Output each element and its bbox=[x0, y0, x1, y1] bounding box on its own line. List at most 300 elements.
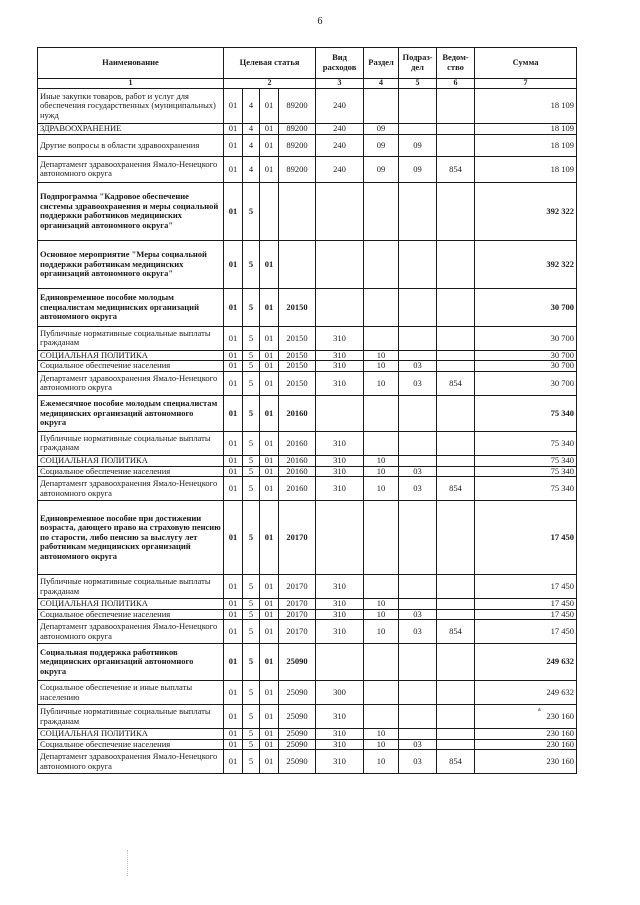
table-row bbox=[38, 240, 577, 288]
target-code-program: 01 bbox=[224, 477, 243, 501]
department-cell bbox=[437, 395, 475, 431]
header-amount: Сумма bbox=[475, 48, 577, 79]
target-code-subprogram: 5 bbox=[243, 501, 260, 575]
section-cell bbox=[364, 326, 399, 350]
row-name: Публичные нормативные социальные выплаты гражданам bbox=[38, 705, 224, 729]
target-code-direction bbox=[279, 240, 316, 288]
target-code-program: 01 bbox=[224, 681, 243, 705]
target-code-subprogram: 5 bbox=[243, 705, 260, 729]
subsection-cell bbox=[399, 182, 437, 240]
target-code-program: 01 bbox=[224, 88, 243, 123]
target-code-direction: 89200 bbox=[279, 156, 316, 182]
table-row bbox=[38, 134, 577, 156]
section-cell: 10 bbox=[364, 477, 399, 501]
expense-type-cell: 310 bbox=[316, 431, 364, 455]
target-code-measure: 01 bbox=[260, 501, 279, 575]
amount-cell: 18 109 bbox=[475, 156, 577, 182]
column-index-row bbox=[38, 79, 577, 89]
table-row bbox=[38, 599, 577, 610]
target-code-direction: 89200 bbox=[279, 88, 316, 123]
expense-type-cell: 310 bbox=[316, 739, 364, 750]
target-code-measure: 01 bbox=[260, 575, 279, 599]
target-code-subprogram: 5 bbox=[243, 240, 260, 288]
amount-cell: 30 700 bbox=[475, 371, 577, 395]
row-name: Иные закупки товаров, работ и услуг для обеспечения государственных (муниципальных) нужд bbox=[38, 88, 224, 123]
expense-type-cell: 310 bbox=[316, 599, 364, 610]
expense-type-cell bbox=[316, 182, 364, 240]
department-cell bbox=[437, 705, 475, 729]
amount-cell: 75 340 bbox=[475, 477, 577, 501]
page-number: 6 bbox=[317, 16, 323, 27]
subsection-cell: 09 bbox=[399, 134, 437, 156]
target-code-subprogram: 5 bbox=[243, 455, 260, 466]
target-code-measure: 01 bbox=[260, 729, 279, 740]
footnote-mark: а bbox=[538, 707, 541, 713]
expense-type-cell: 310 bbox=[316, 466, 364, 477]
subsection-cell bbox=[399, 88, 437, 123]
target-code-direction: 20170 bbox=[279, 501, 316, 575]
amount-cell: 392 322 bbox=[475, 240, 577, 288]
expense-type-cell: 310 bbox=[316, 620, 364, 644]
target-code-subprogram: 5 bbox=[243, 599, 260, 610]
target-code-subprogram: 5 bbox=[243, 395, 260, 431]
amount-cell: 17 450 bbox=[475, 501, 577, 575]
amount-cell: 249 632 bbox=[475, 681, 577, 705]
table-row bbox=[38, 644, 577, 681]
department-cell bbox=[437, 575, 475, 599]
target-code-program: 01 bbox=[224, 134, 243, 156]
target-code-direction: 20170 bbox=[279, 620, 316, 644]
target-code-subprogram: 5 bbox=[243, 350, 260, 361]
expense-type-cell: 310 bbox=[316, 371, 364, 395]
target-code-measure: 01 bbox=[260, 644, 279, 681]
target-code-program: 01 bbox=[224, 288, 243, 326]
row-name: Департамент здравоохранения Ямало-Ненецкого автономного округа bbox=[38, 477, 224, 501]
target-code-measure: 01 bbox=[260, 288, 279, 326]
subsection-cell bbox=[399, 326, 437, 350]
target-code-program: 01 bbox=[224, 705, 243, 729]
department-cell bbox=[437, 644, 475, 681]
amount-cell: 249 632 bbox=[475, 644, 577, 681]
column-index: 7 bbox=[475, 79, 577, 89]
row-name: Подпрограмма "Кадровое обеспечение системы здравоохранения и меры социальной поддержки работников медицинских организаций автономного округа" bbox=[38, 182, 224, 240]
department-cell: 854 bbox=[437, 156, 475, 182]
subsection-cell: 03 bbox=[399, 477, 437, 501]
subsection-cell: 03 bbox=[399, 361, 437, 372]
target-code-measure: 01 bbox=[260, 599, 279, 610]
amount-cell: 230 160 bbox=[475, 705, 577, 729]
header-subsection: Подраз-дел bbox=[399, 48, 437, 79]
target-code-direction: 25090 bbox=[279, 739, 316, 750]
expense-type-cell: 310 bbox=[316, 326, 364, 350]
table-row bbox=[38, 395, 577, 431]
amount-cell: 230 160 bbox=[475, 750, 577, 774]
department-cell bbox=[437, 431, 475, 455]
expense-type-cell bbox=[316, 240, 364, 288]
amount-cell: 75 340 bbox=[475, 395, 577, 431]
target-code-program: 01 bbox=[224, 395, 243, 431]
target-code-program: 01 bbox=[224, 739, 243, 750]
subsection-cell bbox=[399, 455, 437, 466]
target-code-measure: 01 bbox=[260, 705, 279, 729]
table-row bbox=[38, 705, 577, 729]
header-department: Ведом-ство bbox=[437, 48, 475, 79]
table-row bbox=[38, 575, 577, 599]
amount-cell: 30 700 bbox=[475, 288, 577, 326]
department-cell bbox=[437, 182, 475, 240]
subsection-cell: 03 bbox=[399, 466, 437, 477]
target-code-measure: 01 bbox=[260, 326, 279, 350]
expense-type-cell: 310 bbox=[316, 729, 364, 740]
target-code-direction: 20150 bbox=[279, 361, 316, 372]
department-cell bbox=[437, 123, 475, 134]
subsection-cell: 03 bbox=[399, 371, 437, 395]
section-cell: 10 bbox=[364, 361, 399, 372]
table-row bbox=[38, 182, 577, 240]
target-code-measure: 01 bbox=[260, 739, 279, 750]
amount-cell: 18 109 bbox=[475, 134, 577, 156]
department-cell bbox=[437, 134, 475, 156]
section-cell: 10 bbox=[364, 350, 399, 361]
row-name: Социальное обеспечение населения bbox=[38, 466, 224, 477]
amount-cell: 392 322 bbox=[475, 182, 577, 240]
subsection-cell bbox=[399, 705, 437, 729]
target-code-subprogram: 5 bbox=[243, 182, 260, 240]
row-name: СОЦИАЛЬНАЯ ПОЛИТИКА bbox=[38, 350, 224, 361]
expense-type-cell: 310 bbox=[316, 609, 364, 620]
subsection-cell bbox=[399, 681, 437, 705]
target-code-measure bbox=[260, 182, 279, 240]
target-code-subprogram: 4 bbox=[243, 156, 260, 182]
column-index: 6 bbox=[437, 79, 475, 89]
table-row bbox=[38, 501, 577, 575]
table-row bbox=[38, 620, 577, 644]
amount-cell: 230 160 bbox=[475, 739, 577, 750]
target-code-direction: 20160 bbox=[279, 395, 316, 431]
subsection-cell bbox=[399, 123, 437, 134]
header-name: Наименование bbox=[38, 48, 224, 79]
target-code-subprogram: 5 bbox=[243, 431, 260, 455]
table-row bbox=[38, 466, 577, 477]
subsection-cell: 03 bbox=[399, 750, 437, 774]
column-index: 2 bbox=[224, 79, 316, 89]
section-cell: 09 bbox=[364, 156, 399, 182]
target-code-measure: 01 bbox=[260, 609, 279, 620]
department-cell: 854 bbox=[437, 477, 475, 501]
amount-cell: 17 450 bbox=[475, 609, 577, 620]
expense-type-cell bbox=[316, 644, 364, 681]
subsection-cell bbox=[399, 501, 437, 575]
target-code-measure: 01 bbox=[260, 395, 279, 431]
department-cell bbox=[437, 729, 475, 740]
department-cell bbox=[437, 466, 475, 477]
row-name: Департамент здравоохранения Ямало-Ненецкого автономного округа bbox=[38, 750, 224, 774]
target-code-direction: 20150 bbox=[279, 350, 316, 361]
expense-type-cell: 310 bbox=[316, 477, 364, 501]
row-name: Социальное обеспечение населения bbox=[38, 739, 224, 750]
section-cell bbox=[364, 431, 399, 455]
expense-type-cell: 240 bbox=[316, 88, 364, 123]
amount-cell: 30 700 bbox=[475, 326, 577, 350]
department-cell bbox=[437, 455, 475, 466]
section-cell: 09 bbox=[364, 123, 399, 134]
row-name: Департамент здравоохранения Ямало-Ненецкого автономного округа bbox=[38, 620, 224, 644]
section-cell: 10 bbox=[364, 599, 399, 610]
department-cell bbox=[437, 501, 475, 575]
amount-cell: 30 700 bbox=[475, 350, 577, 361]
subsection-cell bbox=[399, 288, 437, 326]
row-name: Единовременное пособие молодым специалистам медицинских организаций автономного округа bbox=[38, 288, 224, 326]
expense-type-cell bbox=[316, 288, 364, 326]
target-code-direction: 89200 bbox=[279, 134, 316, 156]
expense-type-cell: 310 bbox=[316, 750, 364, 774]
section-cell: 10 bbox=[364, 609, 399, 620]
target-code-direction: 20160 bbox=[279, 477, 316, 501]
expense-type-cell: 310 bbox=[316, 455, 364, 466]
section-cell bbox=[364, 575, 399, 599]
target-code-program: 01 bbox=[224, 156, 243, 182]
target-code-subprogram: 4 bbox=[243, 123, 260, 134]
column-index: 5 bbox=[399, 79, 437, 89]
target-code-program: 01 bbox=[224, 729, 243, 740]
section-cell: 10 bbox=[364, 371, 399, 395]
expense-type-cell: 310 bbox=[316, 350, 364, 361]
department-cell bbox=[437, 240, 475, 288]
section-cell: 10 bbox=[364, 620, 399, 644]
target-code-direction: 25090 bbox=[279, 681, 316, 705]
department-cell bbox=[437, 681, 475, 705]
row-name: Другие вопросы в области здравоохранения bbox=[38, 134, 224, 156]
table-row bbox=[38, 609, 577, 620]
department-cell: 854 bbox=[437, 371, 475, 395]
row-name: СОЦИАЛЬНАЯ ПОЛИТИКА bbox=[38, 729, 224, 740]
section-cell bbox=[364, 182, 399, 240]
table-row bbox=[38, 361, 577, 372]
section-cell bbox=[364, 88, 399, 123]
target-code-subprogram: 5 bbox=[243, 739, 260, 750]
section-cell bbox=[364, 644, 399, 681]
row-name: Ежемесячное пособие молодым специалистам медицинских организаций автономного округа bbox=[38, 395, 224, 431]
expense-type-cell bbox=[316, 501, 364, 575]
target-code-direction: 25090 bbox=[279, 729, 316, 740]
target-code-subprogram: 5 bbox=[243, 361, 260, 372]
row-name: Социальное обеспечение и иные выплаты населению bbox=[38, 681, 224, 705]
target-code-program: 01 bbox=[224, 431, 243, 455]
target-code-measure: 01 bbox=[260, 455, 279, 466]
row-name: Единовременное пособие при достижении возраста, дающего право на страховую пенсию по старости, либо пенсию за выслугу лет работникам медицинских организаций автономного округа bbox=[38, 501, 224, 575]
target-code-program: 01 bbox=[224, 371, 243, 395]
table-row bbox=[38, 88, 577, 123]
column-index: 3 bbox=[316, 79, 364, 89]
amount-cell: 75 340 bbox=[475, 455, 577, 466]
target-code-subprogram: 5 bbox=[243, 326, 260, 350]
target-code-subprogram: 5 bbox=[243, 644, 260, 681]
section-cell: 10 bbox=[364, 455, 399, 466]
section-cell bbox=[364, 501, 399, 575]
target-code-direction: 20160 bbox=[279, 466, 316, 477]
target-code-measure: 01 bbox=[260, 240, 279, 288]
target-code-direction: 25090 bbox=[279, 705, 316, 729]
target-code-program: 01 bbox=[224, 644, 243, 681]
expense-type-cell bbox=[316, 395, 364, 431]
row-name: Публичные нормативные социальные выплаты гражданам bbox=[38, 326, 224, 350]
target-code-program: 01 bbox=[224, 599, 243, 610]
table-row bbox=[38, 156, 577, 182]
target-code-direction: 25090 bbox=[279, 750, 316, 774]
table-row bbox=[38, 350, 577, 361]
subsection-cell: 03 bbox=[399, 739, 437, 750]
section-cell bbox=[364, 681, 399, 705]
table-row bbox=[38, 431, 577, 455]
section-cell bbox=[364, 288, 399, 326]
header-row bbox=[38, 48, 577, 79]
header-expense-type: Вид расходов bbox=[316, 48, 364, 79]
table-row bbox=[38, 455, 577, 466]
subsection-cell bbox=[399, 350, 437, 361]
target-code-program: 01 bbox=[224, 123, 243, 134]
table-row bbox=[38, 326, 577, 350]
amount-cell: 230 160 bbox=[475, 729, 577, 740]
section-cell: 10 bbox=[364, 466, 399, 477]
department-cell bbox=[437, 350, 475, 361]
department-cell bbox=[437, 88, 475, 123]
amount-cell: 75 340 bbox=[475, 466, 577, 477]
target-code-measure: 01 bbox=[260, 466, 279, 477]
subsection-cell bbox=[399, 395, 437, 431]
subsection-cell: 03 bbox=[399, 620, 437, 644]
department-cell: 854 bbox=[437, 750, 475, 774]
row-name: Социальная поддержка работников медицинских организаций автономного округа bbox=[38, 644, 224, 681]
scan-mark bbox=[127, 850, 129, 876]
target-code-direction: 20160 bbox=[279, 455, 316, 466]
amount-cell: 17 450 bbox=[475, 620, 577, 644]
table-row bbox=[38, 371, 577, 395]
target-code-program: 01 bbox=[224, 501, 243, 575]
target-code-measure: 01 bbox=[260, 681, 279, 705]
target-code-subprogram: 4 bbox=[243, 134, 260, 156]
department-cell: 854 bbox=[437, 620, 475, 644]
target-code-subprogram: 5 bbox=[243, 477, 260, 501]
target-code-subprogram: 4 bbox=[243, 88, 260, 123]
target-code-program: 01 bbox=[224, 466, 243, 477]
target-code-measure: 01 bbox=[260, 620, 279, 644]
target-code-measure: 01 bbox=[260, 371, 279, 395]
target-code-program: 01 bbox=[224, 361, 243, 372]
expense-type-cell: 310 bbox=[316, 361, 364, 372]
expense-type-cell: 310 bbox=[316, 575, 364, 599]
target-code-measure: 01 bbox=[260, 123, 279, 134]
row-name: СОЦИАЛЬНАЯ ПОЛИТИКА bbox=[38, 455, 224, 466]
row-name: Социальное обеспечение населения bbox=[38, 609, 224, 620]
amount-cell: 17 450 bbox=[475, 575, 577, 599]
subsection-cell bbox=[399, 240, 437, 288]
target-code-direction bbox=[279, 182, 316, 240]
table-row bbox=[38, 477, 577, 501]
section-cell bbox=[364, 395, 399, 431]
row-name: Публичные нормативные социальные выплаты гражданам bbox=[38, 575, 224, 599]
department-cell bbox=[437, 609, 475, 620]
target-code-measure: 01 bbox=[260, 477, 279, 501]
table-row bbox=[38, 729, 577, 740]
target-code-subprogram: 5 bbox=[243, 681, 260, 705]
column-index: 4 bbox=[364, 79, 399, 89]
table-row bbox=[38, 750, 577, 774]
budget-table bbox=[37, 47, 577, 774]
target-code-measure: 01 bbox=[260, 88, 279, 123]
target-code-program: 01 bbox=[224, 609, 243, 620]
target-code-direction: 20170 bbox=[279, 609, 316, 620]
target-code-direction: 20150 bbox=[279, 288, 316, 326]
section-cell: 09 bbox=[364, 134, 399, 156]
row-name: ЗДРАВООХРАНЕНИЕ bbox=[38, 123, 224, 134]
target-code-program: 01 bbox=[224, 326, 243, 350]
table-body bbox=[38, 88, 577, 773]
expense-type-cell: 240 bbox=[316, 134, 364, 156]
subsection-cell bbox=[399, 431, 437, 455]
subsection-cell bbox=[399, 599, 437, 610]
amount-cell: 30 700 bbox=[475, 361, 577, 372]
target-code-direction: 20170 bbox=[279, 575, 316, 599]
target-code-subprogram: 5 bbox=[243, 466, 260, 477]
department-cell bbox=[437, 326, 475, 350]
department-cell bbox=[437, 288, 475, 326]
target-code-measure: 01 bbox=[260, 134, 279, 156]
expense-type-cell: 240 bbox=[316, 123, 364, 134]
target-code-subprogram: 5 bbox=[243, 750, 260, 774]
section-cell: 10 bbox=[364, 750, 399, 774]
target-code-program: 01 bbox=[224, 750, 243, 774]
row-name: Основное мероприятие "Меры социальной поддержки работникам медицинских организаций автономного округа" bbox=[38, 240, 224, 288]
section-cell bbox=[364, 240, 399, 288]
table-row bbox=[38, 739, 577, 750]
target-code-subprogram: 5 bbox=[243, 575, 260, 599]
target-code-program: 01 bbox=[224, 455, 243, 466]
subsection-cell: 03 bbox=[399, 609, 437, 620]
target-code-subprogram: 5 bbox=[243, 609, 260, 620]
target-code-program: 01 bbox=[224, 182, 243, 240]
row-name: Департамент здравоохранения Ямало-Ненецкого автономного округа bbox=[38, 156, 224, 182]
target-code-subprogram: 5 bbox=[243, 371, 260, 395]
target-code-subprogram: 5 bbox=[243, 729, 260, 740]
header-target: Целевая статья bbox=[224, 48, 316, 79]
expense-type-cell: 300 bbox=[316, 681, 364, 705]
amount-cell: 75 340 bbox=[475, 431, 577, 455]
amount-cell: 18 109 bbox=[475, 123, 577, 134]
row-name: СОЦИАЛЬНАЯ ПОЛИТИКА bbox=[38, 599, 224, 610]
target-code-measure: 01 bbox=[260, 156, 279, 182]
target-code-direction: 20160 bbox=[279, 431, 316, 455]
amount-cell: 18 109 bbox=[475, 88, 577, 123]
target-code-measure: 01 bbox=[260, 361, 279, 372]
subsection-cell: 09 bbox=[399, 156, 437, 182]
target-code-measure: 01 bbox=[260, 350, 279, 361]
target-code-measure: 01 bbox=[260, 750, 279, 774]
subsection-cell bbox=[399, 729, 437, 740]
target-code-program: 01 bbox=[224, 620, 243, 644]
department-cell bbox=[437, 361, 475, 372]
target-code-program: 01 bbox=[224, 350, 243, 361]
table-row bbox=[38, 288, 577, 326]
expense-type-cell: 240 bbox=[316, 156, 364, 182]
subsection-cell bbox=[399, 575, 437, 599]
section-cell: 10 bbox=[364, 729, 399, 740]
amount-cell: 17 450 bbox=[475, 599, 577, 610]
target-code-direction: 20150 bbox=[279, 371, 316, 395]
table-row bbox=[38, 681, 577, 705]
table-row bbox=[38, 123, 577, 134]
target-code-subprogram: 5 bbox=[243, 288, 260, 326]
target-code-direction: 25090 bbox=[279, 644, 316, 681]
